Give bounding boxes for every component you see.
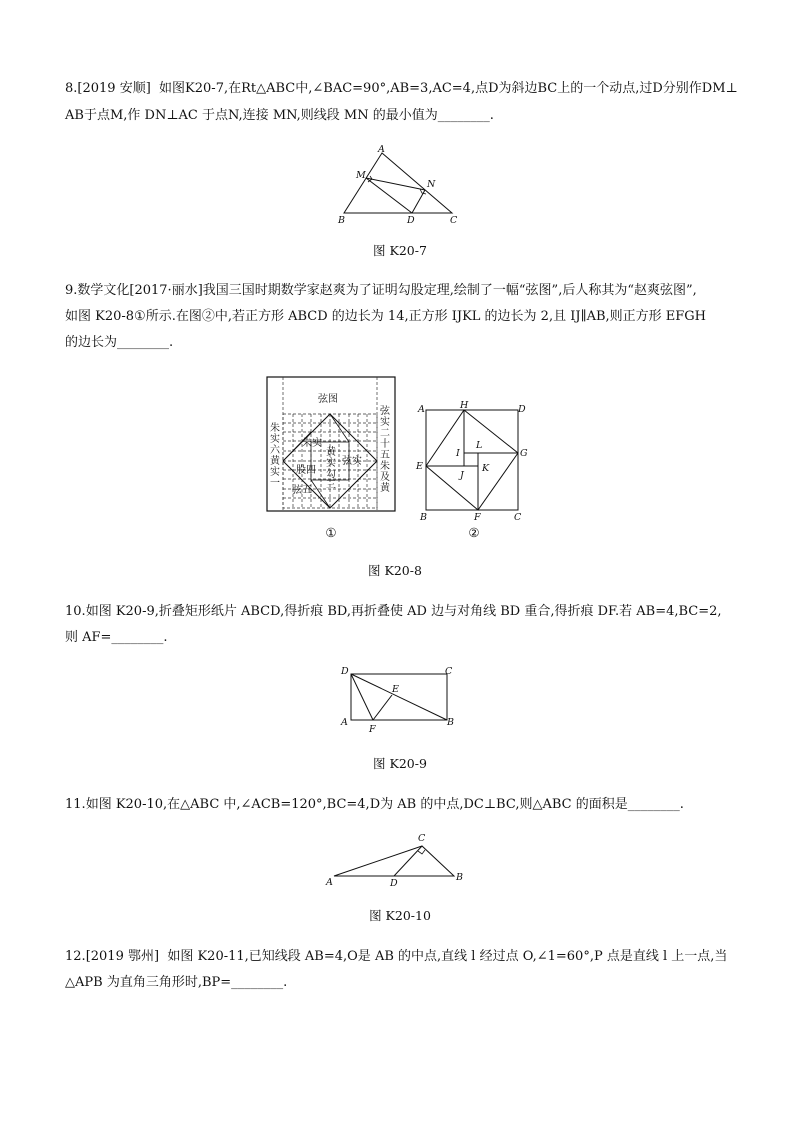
svg-text:朱: 朱 [380,461,390,472]
svg-text:六: 六 [270,445,280,456]
fig8a-inner-zhushi: 朱实 [302,438,322,449]
fig8b-label-j: J [460,470,464,481]
fig8a-inner-xianshi: 弦实 [342,456,362,467]
problem-10-line-1: 10.如图 K20-9,折叠矩形纸片 ABCD,得折痕 BD,再折叠使 AD 边与对角线 BD 重合,得折痕 DF.若 AB=4,BC=2, [65,604,722,619]
figure-k20-8-1 [266,376,396,512]
fig9-label-d: D [341,666,349,677]
figure-k20-10 [322,828,472,888]
fig8b-label-i: I [456,448,460,459]
svg-text:黄: 黄 [270,456,280,467]
fig7-label-b: B [338,215,345,226]
svg-text:黄: 黄 [380,483,390,494]
fig7-label-d: D [407,215,415,226]
fig8b-label-k: K [482,463,490,474]
fig9-label-e: E [392,684,399,695]
svg-text:勾: 勾 [326,469,336,480]
fig8a-inner-gu: 股四 [296,465,316,476]
svg-text:实: 实 [380,417,390,428]
problem-10-line-2: 则 AF=________. [65,630,168,645]
fig8a-inner-xianwu: 弦五 [292,485,312,496]
svg-text:黄: 黄 [326,447,336,458]
fig8-sub-label-2: ② [468,525,480,540]
fig9-label-f: F [369,724,376,735]
problem-9-line-3: 的边长为________. [65,335,174,350]
svg-text:实: 实 [270,467,280,478]
problem-11-line-1: 11.如图 K20-10,在△ABC 中,∠ACB=120°,BC=4,D为 AB 的中点,DC⊥BC,则△ABC 的面积是________. [65,797,684,812]
fig7-label-n: N [427,179,436,190]
caption-k20-10: 图 K20-10 [369,908,431,923]
fig10-label-c: C [418,833,426,844]
fig10-label-a: A [326,877,333,888]
svg-text:五: 五 [380,450,390,461]
fig9-label-a: A [341,717,348,728]
problem-8-line-2: AB于点M,作 DN⊥AC 于点N,连接 MN,则线段 MN 的最小值为________. [65,108,494,123]
svg-text:十: 十 [380,439,390,450]
fig8a-right-1: 弦 [380,406,390,417]
problem-9-line-1: 9.数学文化[2017·丽水]我国三国时期数学家赵爽为了证明勾股定理,绘制了一幅“弦图”,后人称其为“赵爽弦图”, [65,283,697,298]
svg-text:一: 一 [270,478,280,489]
fig7-label-c: C [450,215,458,226]
fig8b-label-g: G [520,448,528,459]
fig8b-label-d: D [518,404,526,415]
svg-text:实: 实 [270,434,280,445]
svg-text:三: 三 [326,480,336,491]
figure-k20-9 [335,662,465,738]
fig8a-left-1: 朱 [270,423,280,434]
fig8b-label-e: E [416,461,423,472]
svg-text:实: 实 [326,458,336,469]
fig8b-label-f: F [474,512,481,523]
fig8b-label-l: L [476,440,483,451]
fig8b-label-c: C [514,512,522,523]
fig10-label-b: B [456,872,463,883]
fig7-label-a: A [378,144,385,155]
fig8b-label-b: B [420,512,427,523]
fig9-label-c: C [445,666,453,677]
fig9-label-b: B [447,717,454,728]
problem-12-line-2: △APB 为直角三角形时,BP=________. [65,975,288,990]
problem-12-line-1: 12.[2019 鄂州] 如图 K20-11,已知线段 AB=4,O是 AB 的中点,直线 l 经过点 O,∠1=60°,P 点是直线 l 上一点,当 [65,949,728,964]
fig8b-label-a: A [418,404,425,415]
problem-8-line-1: 8.[2019 安顺] 如图K20-7,在Rt△ABC中,∠BAC=90°,AB=3,AC=4,点D为斜边BC上的一个动点,过D分别作DM⊥ [65,81,738,96]
svg-text:及: 及 [380,472,390,483]
caption-k20-8: 图 K20-8 [368,563,422,578]
caption-k20-7: 图 K20-7 [373,243,427,258]
fig7-label-m: M [356,170,366,181]
figure-k20-8-2 [412,398,540,528]
caption-k20-9: 图 K20-9 [373,756,427,771]
problem-9-line-2: 如图 K20-8①所示.在图②中,若正方形 ABCD 的边长为 14,正方形 IJKL 的边长为 2,且 IJ∥AB,则正方形 EFGH [65,309,707,324]
svg-text:二: 二 [380,428,390,439]
fig8a-title: 弦图 [318,394,338,405]
figure-k20-7 [330,145,470,227]
fig10-label-d: D [390,878,398,889]
fig8b-label-h: H [460,400,469,411]
fig8-sub-label-1: ① [325,525,337,540]
